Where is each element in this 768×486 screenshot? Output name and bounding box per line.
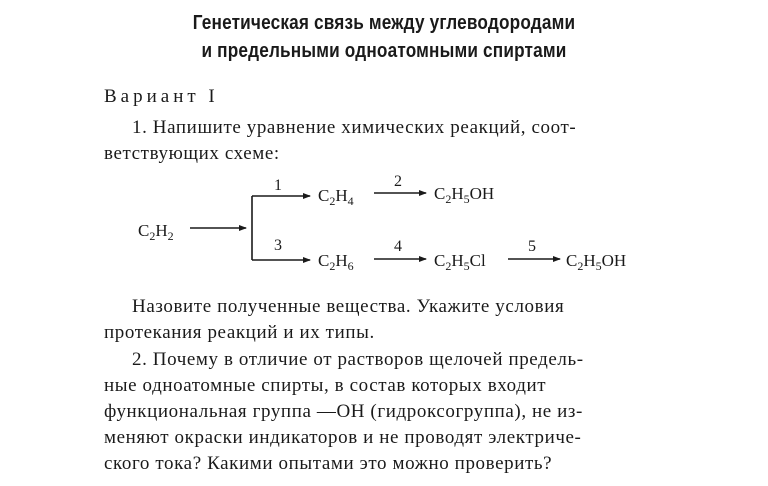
formula-c2h5cl: $C_2H_5Cl$ [434, 251, 486, 273]
formula-c2h6: $C_2H_6$ [318, 251, 354, 273]
step-label-1: 1 [274, 177, 282, 194]
formula-c2h5oh-lower: $C_2H_5OH$ [566, 251, 627, 273]
step-label-4: 4 [394, 238, 402, 255]
task2-line-2: ные одноатомные спирты, в состав которых входит [104, 375, 547, 396]
step-label-5: 5 [528, 238, 536, 255]
formula-c2h2: $C_2H_2$ [138, 221, 174, 243]
formula-c2h4: $C_2H_4$ [318, 186, 354, 208]
formula-c2h5oh-upper: $C_2H_5OH$ [434, 184, 495, 206]
page-title-line-2: и предельными одноатомными спиртами [201, 40, 567, 62]
step-label-3: 3 [274, 237, 282, 254]
task1-followup-line-2: протекания реакций и их типы. [104, 322, 375, 343]
task2-line-1: 2. Почему в отличие от растворов щелочей предель- [132, 349, 584, 370]
task1-line-2: ветствующих схеме: [104, 143, 280, 164]
task1-line-1: 1. Напишите уравнение химических реакций, соот- [132, 117, 577, 138]
page-title-line-1: Генетическая связь между углеводородами [192, 12, 576, 34]
task2-line-3: функциональная группа —OH (гидроксогруппа), не из- [104, 401, 583, 422]
task2-line-5: ского тока? Какими опытами это можно проверить? [104, 453, 553, 474]
step-label-2: 2 [394, 173, 402, 190]
task2-line-4: меняют окраски индикаторов и не проводят электриче- [104, 427, 582, 448]
task1-followup-line-1: Назовите полученные вещества. Укажите условия [132, 296, 565, 317]
variant-label: Вариант I [104, 86, 219, 107]
